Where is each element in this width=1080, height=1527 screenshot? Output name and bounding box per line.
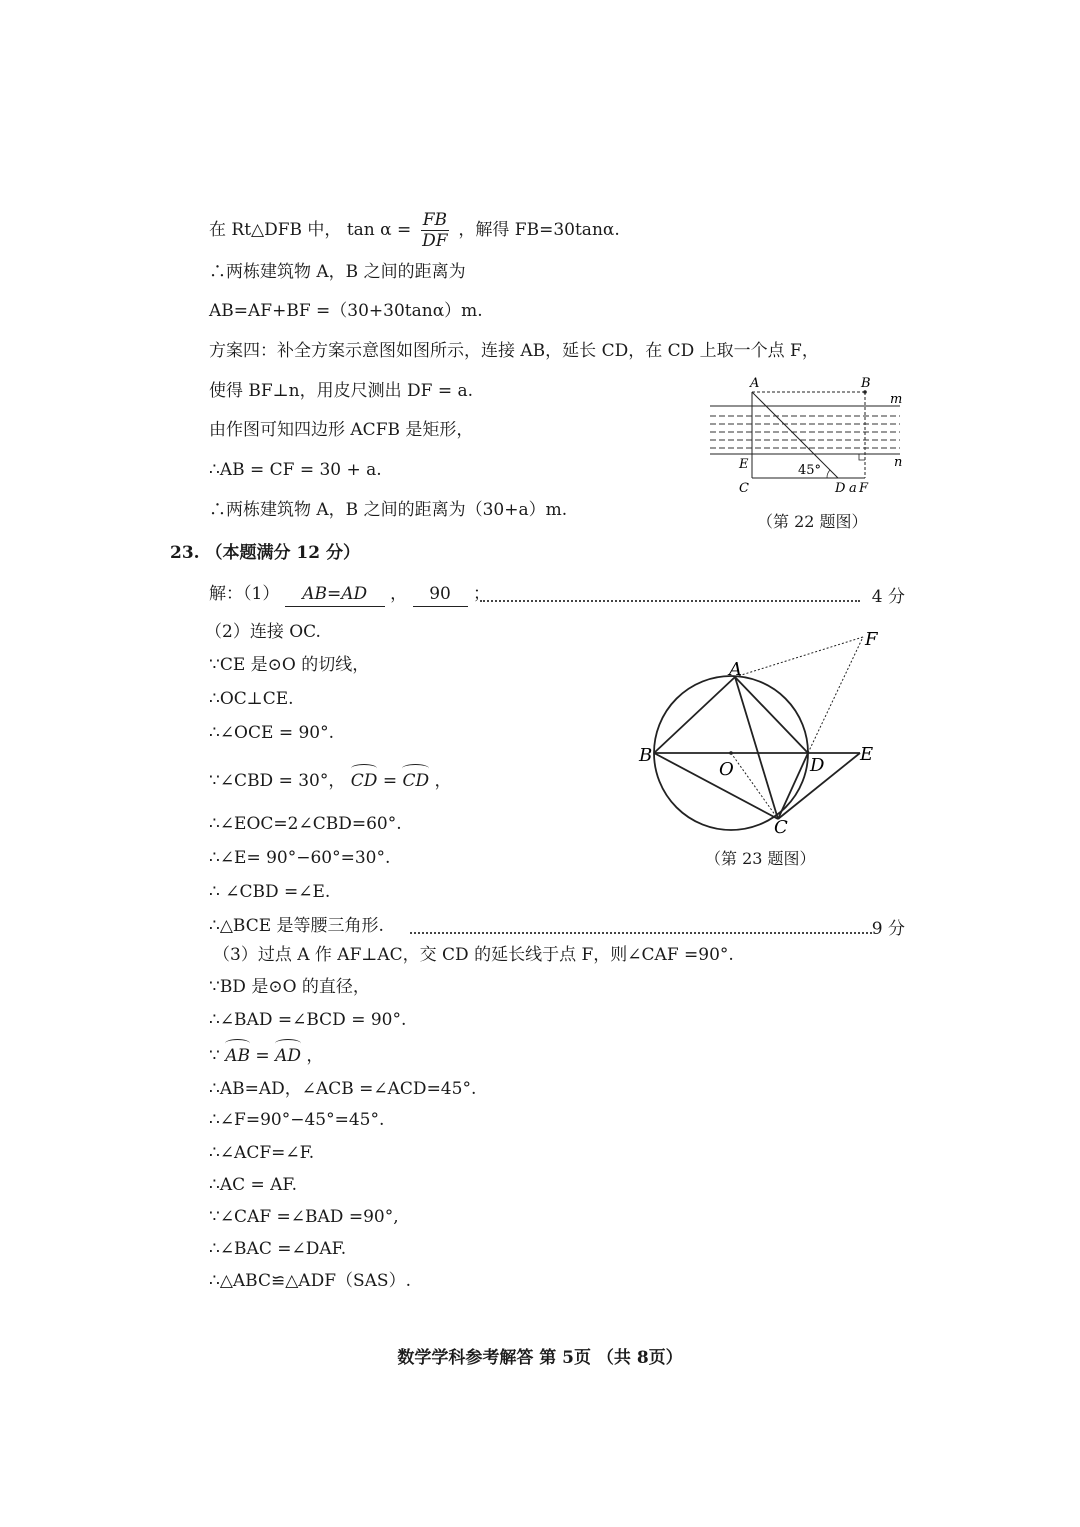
part1-semicolon: ； [472,584,490,604]
answer-blank-1: AB=AD [285,582,385,607]
figure-22 [700,372,915,497]
label-B: B [861,376,871,391]
q23-p3-line-10: ∴△ABC≌△ADF（SAS）. [209,1271,411,1291]
arc-line-eq: = [382,771,403,791]
score-9: 9 分 [871,919,905,939]
q23-p3-line-9: ∴∠BAC =∠DAF. [209,1239,347,1259]
arc-line3-eq: = [255,1046,276,1066]
arc-line3-suffix: ， [306,1046,324,1066]
q23-p3-line-7: ∴AC = AF. [209,1175,297,1195]
label-E: E [860,744,874,765]
score-leader-2 [410,932,872,934]
q23-p2-line-6: ∴∠E= 90°−60°=30°. [209,848,391,868]
label-D: D [810,755,825,776]
page-footer: 数学学科参考解答 第 5页 （共 8页） [397,1348,683,1368]
q22-line-1-pre: 在 Rt△DFB 中， tan α = [209,220,412,240]
segment-OC [731,753,778,819]
q23-part1 [209,582,490,607]
label-F: F [859,481,869,496]
right-angle-mark-F [859,454,865,460]
q23-p3-line-5: ∴∠F=90°−45°=45°. [209,1110,385,1130]
figure-23-caption: （第 23 题图） [705,849,816,868]
label-D: D [835,481,846,496]
segment-DF [808,637,863,753]
label-A: A [750,376,760,391]
angle-arc-D [827,470,830,478]
part1-prefix: 解：（1） [209,584,280,604]
label-C: C [739,481,749,496]
fraction-numerator: FB [422,210,447,230]
score-leader-1 [480,600,860,602]
arc-line-suffix: ， [434,771,452,791]
q23-p3-line-3: ∴∠BAD =∠BCD = 90°. [209,1010,407,1030]
segment-CD [778,753,808,819]
q23-p3-line-2: ∵BD 是⊙O 的直径， [209,977,370,997]
q22-line-6: 由作图可知四边形 ACFB 是矩形， [209,420,474,440]
arc-AD: AD [275,1046,301,1066]
arc-line-prefix: ∵∠CBD = 30°， [209,771,346,791]
segment-AF [735,637,863,677]
q23-p2-line-7: ∴ ∠CBD =∠E. [209,882,331,902]
q22-line-3: AB=AF+BF =（30+30tanα）m. [209,301,483,321]
q23-p3-arc-line [209,1044,323,1068]
arc-AB: AB [225,1046,251,1066]
figure-23 [630,625,890,840]
fraction-denominator: DF [422,231,448,251]
label-O: O [719,759,734,780]
q22-line-1 [209,210,620,251]
q23-p3-line-1: （3）过点 A 作 AF⊥AC，交 CD 的延长线于点 F，则∠CAF =90°. [213,945,734,965]
q23-p2-line-3: ∴OC⊥CE. [209,689,294,709]
arc-line3-prefix: ∵ [209,1046,226,1066]
arc-CD-1: CD [350,771,378,791]
segment-BC [654,753,778,819]
q22-line-2: ∴两栋建筑物 A，B 之间的距离为 [209,262,466,282]
q23-p2-line-4: ∴∠OCE = 90°. [209,723,335,743]
q23-p2-last: ∴△BCE 是等腰三角形. [209,916,384,936]
label-a: a [849,481,857,496]
q23-p2-line-5: ∴∠EOC=2∠CBD=60°. [209,814,402,834]
q23-p3-line-4: ∴AB=AD，∠ACB =∠ACD=45°. [209,1079,477,1099]
q22-line-8: ∴两栋建筑物 A，B 之间的距离为（30+a）m. [209,500,568,520]
label-B: B [639,745,653,766]
part1-comma: ， [390,584,408,604]
label-C: C [774,817,788,838]
q23-heading: 23. （本题满分 12 分） [170,543,360,563]
q22-line-1-post: ，解得 FB=30tanα. [458,220,620,240]
arc-CD-2: CD [402,771,430,791]
figure-22-caption: （第 22 题图） [757,512,868,531]
q23-p3-line-6: ∴∠ACF=∠F. [209,1143,315,1163]
label-angle: 45° [798,463,822,478]
q22-line-7: ∴AB = CF = 30 + a. [209,460,382,480]
point-O [729,751,733,755]
segment-AB [654,677,735,753]
label-E: E [739,457,749,472]
q23-p2-arc-line [209,769,452,793]
q22-line-4: 方案四：补全方案示意图如图所示，连接 AB，延长 CD，在 CD 上取一个点 F， [209,341,819,361]
q23-p2-line-2: ∵CE 是⊙O 的切线， [209,655,370,675]
label-A: A [729,659,742,680]
q22-line-5: 使得 BF⊥n，用皮尺测出 DF = a. [209,381,474,401]
q23-p2-line-1: （2）连接 OC. [205,622,321,642]
answer-blank-2: 90 [413,582,468,607]
score-4: 4 分 [871,587,905,607]
label-m: m [890,392,903,407]
label-n: n [894,455,903,470]
q23-p3-line-8: ∵∠CAF =∠BAD =90°, [209,1207,399,1227]
segment-AD [752,392,838,478]
label-F: F [865,629,878,650]
tan-fraction [421,210,449,251]
